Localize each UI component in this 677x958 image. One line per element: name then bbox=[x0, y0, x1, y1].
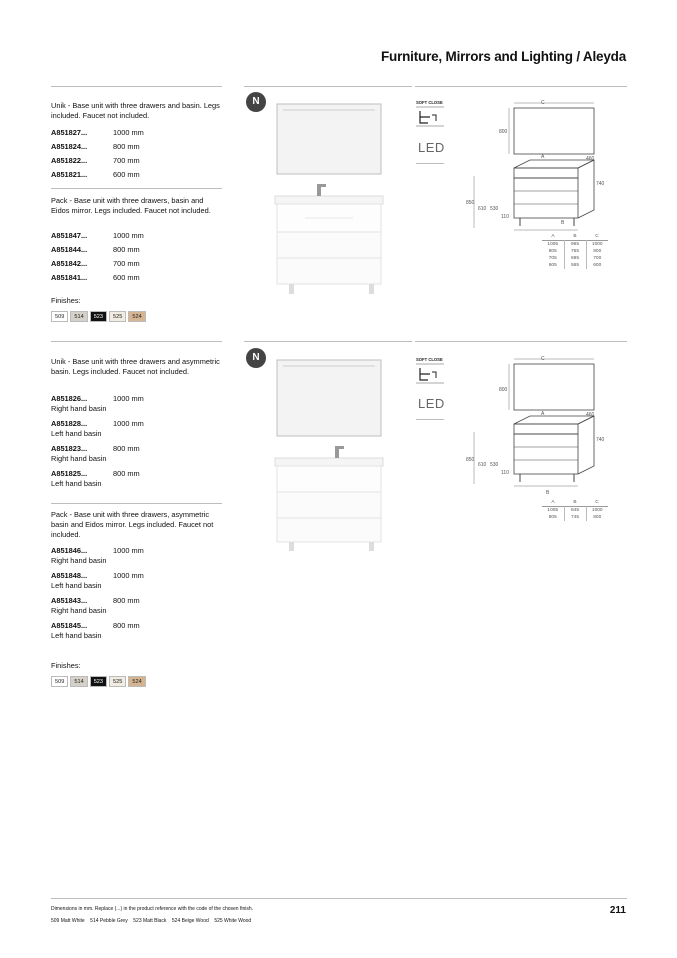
pack-description: Pack - Base unit with three drawers, asymmetric basin and Eidos mirror. Legs included. Faucet not included. bbox=[51, 510, 214, 539]
product-note: Right hand basin bbox=[51, 453, 107, 463]
unik-list bbox=[51, 394, 144, 494]
dimension-label: 460 bbox=[586, 412, 595, 418]
product-size: 1000 mm bbox=[113, 571, 144, 580]
list-item bbox=[51, 154, 144, 168]
product-size: 600 mm bbox=[113, 273, 140, 282]
product-image bbox=[265, 352, 395, 552]
table-cell: 800 bbox=[593, 249, 602, 254]
dimension-label: A bbox=[541, 411, 545, 417]
dimension-label: C bbox=[541, 356, 545, 362]
finish-swatch: 514 bbox=[70, 676, 87, 687]
led-icon: LED bbox=[418, 396, 445, 411]
product-size: 1000 mm bbox=[113, 419, 144, 428]
table-cell: 965 bbox=[564, 241, 586, 249]
product-code: A851823... bbox=[51, 444, 88, 453]
table-cell: 600 bbox=[593, 263, 602, 268]
table-row bbox=[542, 241, 608, 249]
unik-description: Unik - Base unit with three drawers and basin. Legs included. Faucet not included. bbox=[51, 101, 220, 120]
list-item bbox=[51, 394, 144, 413]
divider bbox=[51, 188, 222, 189]
table-cell: 695 bbox=[564, 255, 586, 262]
product-code: A851848... bbox=[51, 571, 88, 580]
dimension-label: 740 bbox=[596, 181, 605, 187]
list-item bbox=[51, 257, 144, 271]
product-note: Right hand basin bbox=[51, 555, 107, 565]
finish-swatch: 525 bbox=[109, 676, 126, 687]
table-cell: 1000 bbox=[591, 508, 603, 513]
finish-swatch: 525 bbox=[109, 311, 126, 322]
table-cell: 1005 bbox=[542, 507, 564, 515]
technical-drawing bbox=[466, 354, 616, 504]
product-code: A851847... bbox=[51, 231, 88, 240]
dimension-label: A bbox=[541, 154, 545, 160]
dimension-label: C bbox=[541, 100, 545, 106]
product-code: A851842... bbox=[51, 259, 88, 268]
dimension-label: 800 bbox=[499, 129, 508, 135]
page-number: 211 bbox=[609, 905, 626, 916]
dimension-label: 610 bbox=[478, 206, 487, 212]
finishes-label: Finishes: bbox=[51, 296, 81, 305]
divider bbox=[51, 503, 222, 504]
led-icon: LED bbox=[418, 140, 445, 155]
dimension-label: B bbox=[546, 490, 550, 496]
table-cell: 805 bbox=[542, 248, 564, 255]
table-row bbox=[542, 514, 608, 521]
table-row bbox=[542, 255, 608, 262]
divider bbox=[51, 86, 222, 87]
table-cell: 745 bbox=[564, 514, 586, 521]
table-header: C bbox=[595, 500, 599, 505]
product-image bbox=[265, 96, 395, 296]
divider bbox=[244, 341, 412, 342]
table-row bbox=[542, 262, 608, 269]
table-cell: 605 bbox=[542, 262, 564, 269]
soft-close-feature bbox=[416, 357, 446, 389]
dimension-label: 800 bbox=[499, 387, 508, 393]
product-code: A851825... bbox=[51, 469, 88, 478]
table-row bbox=[542, 233, 608, 241]
dimensions-table bbox=[542, 499, 608, 521]
product-code: A851826... bbox=[51, 394, 88, 403]
product-size: 1000 mm bbox=[113, 128, 144, 137]
product-code: A851845... bbox=[51, 621, 88, 630]
product-code: A851841... bbox=[51, 273, 88, 282]
finish-swatches bbox=[51, 676, 146, 687]
product-note: Right hand basin bbox=[51, 403, 107, 413]
divider bbox=[415, 341, 627, 342]
product-code: A851821... bbox=[51, 170, 88, 179]
finish-swatches bbox=[51, 311, 146, 322]
finishes-label: Finishes: bbox=[51, 661, 81, 670]
product-size: 1000 mm bbox=[113, 231, 144, 240]
table-cell: 700 bbox=[593, 256, 602, 261]
list-item bbox=[51, 621, 144, 640]
table-header: B bbox=[573, 234, 577, 239]
finish-swatch: 524 bbox=[128, 311, 145, 322]
product-note: Left hand basin bbox=[51, 580, 102, 590]
dimension-label: 530 bbox=[490, 206, 499, 212]
divider bbox=[51, 341, 222, 342]
pack-list bbox=[51, 546, 144, 646]
dimension-label: 110 bbox=[501, 214, 509, 220]
new-badge: N bbox=[246, 348, 266, 368]
table-cell: 1005 bbox=[542, 241, 564, 249]
table-cell: 845 bbox=[564, 507, 586, 515]
list-item bbox=[51, 126, 144, 140]
divider bbox=[244, 86, 412, 87]
product-code: A851827... bbox=[51, 128, 88, 137]
dimension-label: 530 bbox=[490, 462, 499, 468]
list-item bbox=[51, 596, 144, 615]
table-header: A bbox=[551, 500, 555, 505]
finish-swatch: 524 bbox=[128, 676, 145, 687]
table-cell: 800 bbox=[593, 515, 602, 520]
product-note: Left hand basin bbox=[51, 428, 102, 438]
product-code: A851846... bbox=[51, 546, 88, 555]
divider bbox=[416, 163, 444, 164]
soft-close-icon bbox=[416, 362, 446, 384]
table-cell: 1000 bbox=[591, 242, 603, 247]
product-size: 800 mm bbox=[113, 596, 140, 605]
dimensions-table bbox=[542, 233, 608, 269]
footer-divider bbox=[51, 898, 627, 899]
product-code: A851844... bbox=[51, 245, 88, 254]
list-item bbox=[51, 229, 144, 243]
list-item bbox=[51, 243, 144, 257]
list-item bbox=[51, 546, 144, 565]
table-cell: 565 bbox=[564, 262, 586, 269]
table-row bbox=[542, 507, 608, 515]
list-item bbox=[51, 140, 144, 154]
finish-swatch: 523 bbox=[90, 676, 107, 687]
product-size: 800 mm bbox=[113, 621, 140, 630]
table-row bbox=[542, 499, 608, 507]
table-cell: 705 bbox=[542, 255, 564, 262]
footer-legend: 509 Matt White 514 Pebble Grey 523 Matt Black 524 Beige Wood 525 White Wood bbox=[51, 918, 252, 924]
soft-close-icon bbox=[416, 105, 446, 127]
finish-swatch: 523 bbox=[90, 311, 107, 322]
table-header: B bbox=[573, 500, 577, 505]
finish-swatch: 514 bbox=[70, 311, 87, 322]
product-code: A851822... bbox=[51, 156, 88, 165]
new-badge: N bbox=[246, 92, 266, 112]
table-row bbox=[542, 248, 608, 255]
dimension-label: 610 bbox=[478, 462, 487, 468]
list-item bbox=[51, 168, 144, 182]
list-item bbox=[51, 419, 144, 438]
dimension-label: 110 bbox=[501, 470, 509, 476]
product-size: 1000 mm bbox=[113, 546, 144, 555]
soft-close-label: SOFT CLOSE bbox=[416, 100, 443, 105]
divider bbox=[415, 86, 627, 87]
dimension-label: 460 bbox=[586, 156, 595, 162]
pack-description: Pack - Base unit with three drawers, basin and Eidos mirror. Legs included. Faucet not included. bbox=[51, 196, 211, 215]
finish-swatch: 509 bbox=[51, 676, 68, 687]
product-size: 700 mm bbox=[113, 156, 140, 165]
page-title: Furniture, Mirrors and Lighting / Aleyda bbox=[380, 49, 626, 64]
divider bbox=[416, 419, 444, 420]
product-code: A851824... bbox=[51, 142, 88, 151]
product-size: 1000 mm bbox=[113, 394, 144, 403]
product-code: A851828... bbox=[51, 419, 88, 428]
product-note: Left hand basin bbox=[51, 630, 102, 640]
list-item bbox=[51, 444, 144, 463]
product-size: 800 mm bbox=[113, 142, 140, 151]
table-cell: 765 bbox=[564, 248, 586, 255]
table-header: A bbox=[551, 234, 555, 239]
footer-note: Dimensions in mm. Replace (...) in the product reference with the code of the chosen finish. bbox=[51, 906, 254, 912]
product-size: 700 mm bbox=[113, 259, 140, 268]
list-item bbox=[51, 571, 144, 590]
product-size: 600 mm bbox=[113, 170, 140, 179]
list-item bbox=[51, 469, 144, 488]
unik-description: Unik - Base unit with three drawers and asymmetric basin. Legs included. Faucet not included. bbox=[51, 357, 220, 376]
product-size: 800 mm bbox=[113, 245, 140, 254]
table-header: C bbox=[595, 234, 599, 239]
product-size: 800 mm bbox=[113, 469, 140, 478]
product-note: Right hand basin bbox=[51, 605, 107, 615]
table-cell: 805 bbox=[542, 514, 564, 521]
dimension-label: 740 bbox=[596, 437, 605, 443]
finish-swatch: 509 bbox=[51, 311, 68, 322]
dimension-label: 850 bbox=[466, 457, 475, 463]
product-size: 800 mm bbox=[113, 444, 140, 453]
product-code: A851843... bbox=[51, 596, 88, 605]
soft-close-label: SOFT CLOSE bbox=[416, 357, 443, 362]
product-note: Left hand basin bbox=[51, 478, 102, 488]
dimension-label: B bbox=[561, 220, 565, 226]
dimension-label: 850 bbox=[466, 200, 475, 206]
pack-list bbox=[51, 229, 144, 285]
unik-list bbox=[51, 126, 144, 182]
list-item bbox=[51, 271, 144, 285]
soft-close-feature bbox=[416, 100, 446, 132]
